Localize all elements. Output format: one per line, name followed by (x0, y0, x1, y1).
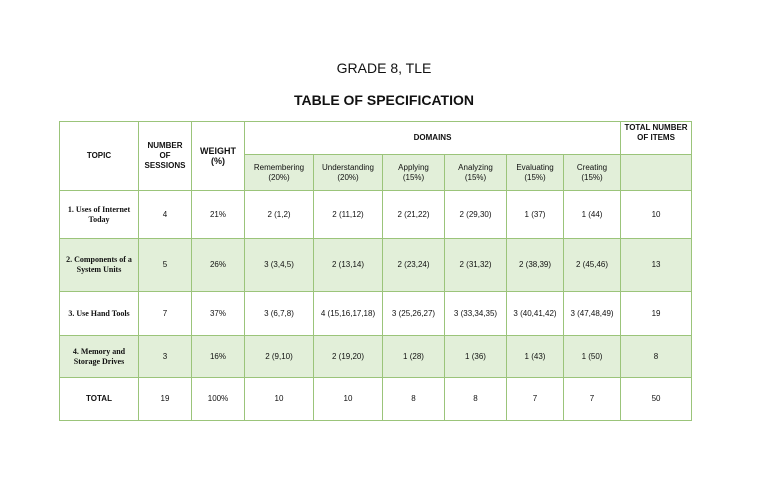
header-weight: WEIGHT (%) (192, 122, 245, 191)
domain-cell: 1 (43) (507, 336, 564, 378)
domain-cell: 2 (45,46) (564, 239, 621, 292)
domain-cell: 1 (28) (383, 336, 445, 378)
totals-domain-cell: 8 (383, 378, 445, 421)
empty-cell (621, 155, 692, 191)
domain-cell: 2 (9,10) (245, 336, 314, 378)
topic-cell: 2. Components of a System Units (60, 239, 139, 292)
header-topic: TOPIC (60, 122, 139, 191)
domain-cell: 2 (23,24) (383, 239, 445, 292)
table-row (60, 336, 692, 378)
total-cell: 8 (621, 336, 692, 378)
weight-cell: 21% (192, 191, 245, 239)
domain-analyzing: Analyzing (15%) (445, 155, 507, 191)
topic-cell: 1. Uses of Internet Today (60, 191, 139, 239)
totals-domain-cell: 10 (245, 378, 314, 421)
header-row-1 (60, 122, 692, 155)
totals-weight: 100% (192, 378, 245, 421)
domain-cell: 3 (33,34,35) (445, 292, 507, 336)
weight-cell: 16% (192, 336, 245, 378)
table-row (60, 292, 692, 336)
domain-cell: 1 (50) (564, 336, 621, 378)
domain-cell: 3 (3,4,5) (245, 239, 314, 292)
table-row (60, 191, 692, 239)
domain-applying: Applying (15%) (383, 155, 445, 191)
weight-cell: 37% (192, 292, 245, 336)
weight-cell: 26% (192, 239, 245, 292)
totals-domain-cell: 7 (564, 378, 621, 421)
domain-cell: 1 (36) (445, 336, 507, 378)
totals-row (60, 378, 692, 421)
header-total-items: TOTAL NUMBER OF ITEMS (621, 122, 692, 155)
sessions-cell: 4 (139, 191, 192, 239)
domain-cell: 2 (21,22) (383, 191, 445, 239)
domain-cell: 3 (40,41,42) (507, 292, 564, 336)
domain-cell: 2 (1,2) (245, 191, 314, 239)
domain-cell: 2 (38,39) (507, 239, 564, 292)
domain-evaluating: Evaluating (15%) (507, 155, 564, 191)
total-cell: 13 (621, 239, 692, 292)
totals-sessions: 19 (139, 378, 192, 421)
domain-creating: Creating (15%) (564, 155, 621, 191)
topic-cell: 3. Use Hand Tools (60, 292, 139, 336)
total-cell: 10 (621, 191, 692, 239)
domain-cell: 2 (31,32) (445, 239, 507, 292)
domain-cell: 1 (44) (564, 191, 621, 239)
document-title: TABLE OF SPECIFICATION (294, 92, 474, 108)
domain-understanding: Understanding (20%) (314, 155, 383, 191)
topic-cell: 4. Memory and Storage Drives (60, 336, 139, 378)
header-domains: DOMAINS (245, 122, 621, 155)
domain-cell: 4 (15,16,17,18) (314, 292, 383, 336)
domain-cell: 1 (37) (507, 191, 564, 239)
domain-cell: 2 (13,14) (314, 239, 383, 292)
domain-cell: 3 (25,26,27) (383, 292, 445, 336)
domain-remembering: Remembering (20%) (245, 155, 314, 191)
sessions-cell: 5 (139, 239, 192, 292)
domain-cell: 3 (6,7,8) (245, 292, 314, 336)
document-grade-title: GRADE 8, TLE (336, 60, 432, 76)
totals-domain-cell: 7 (507, 378, 564, 421)
totals-total-items: 50 (621, 378, 692, 421)
domain-cell: 3 (47,48,49) (564, 292, 621, 336)
domain-cell: 2 (29,30) (445, 191, 507, 239)
totals-domain-cell: 8 (445, 378, 507, 421)
domain-cell: 2 (11,12) (314, 191, 383, 239)
table-row (60, 239, 692, 292)
totals-domain-cell: 10 (314, 378, 383, 421)
header-sessions: NUMBER OF SESSIONS (139, 122, 192, 191)
sessions-cell: 3 (139, 336, 192, 378)
domain-cell: 2 (19,20) (314, 336, 383, 378)
total-cell: 19 (621, 292, 692, 336)
sessions-cell: 7 (139, 292, 192, 336)
totals-label: TOTAL (60, 378, 139, 421)
specification-table (59, 121, 692, 421)
